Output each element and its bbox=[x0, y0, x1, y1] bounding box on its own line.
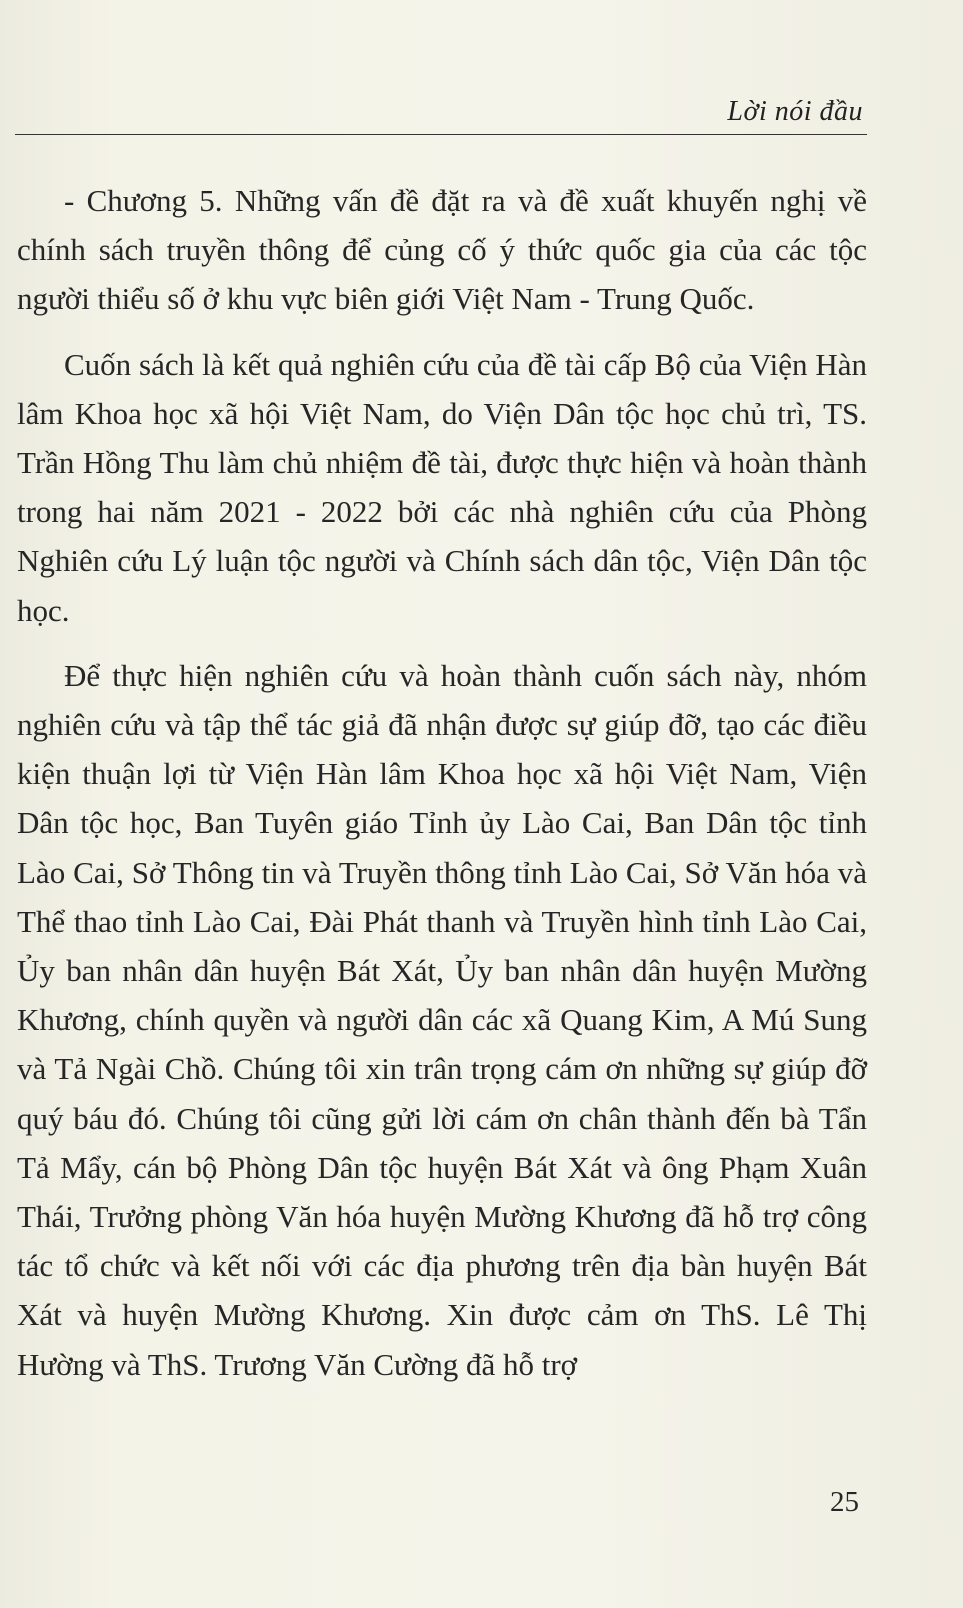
body-text bbox=[17, 176, 867, 1389]
paragraph-chapter-5: - Chương 5. Những vấn đề đặt ra và đề xuất khuyến nghị về chính sách truyền thông để củng cố ý thức quốc gia của các tộc người thiểu số ở khu vực biên giới Việt Nam - Trung Quốc. bbox=[17, 183, 867, 317]
paragraph-acknowledgements: Để thực hiện nghiên cứu và hoàn thành cuốn sách này, nhóm nghiên cứu và tập thể tác giả đã nhận được sự giúp đỡ, tạo các điều kiện thuận lợi từ Viện Hàn lâm Khoa học xã hội Việt Nam, Viện Dân tộc học, Ban Tuyên giáo Tỉnh ủy Lào Cai, Ban Dân tộc tỉnh Lào Cai, Sở Thông tin và Truyền thông tỉnh Lào Cai, Sở Văn hóa và Thể thao tỉnh Lào Cai, Đài Phát thanh và Truyền hình tỉnh Lào Cai, Ủy ban nhân dân huyện Bát Xát, Ủy ban nhân dân huyện Mường Khương, chính quyền và người dân các xã Quang Kim, A Mú Sung và Tả Ngài Chồ. Chúng tôi xin trân trọng cám ơn những sự giúp đỡ quý báu đó. Chúng tôi cũng gửi lời cám ơn chân thành đến bà Tẩn Tả Mẩy, cán bộ Phòng Dân tộc huyện Bát Xát và ông Phạm Xuân Thái, Trưởng phòng Văn hóa huyện Mường Khương đã hỗ trợ công tác tổ chức và kết nối với các địa phương trên địa bàn huyện Bát Xát và huyện Mường Khương. Xin được cảm ơn ThS. Lê Thị Hường và ThS. Trương Văn Cường đã hỗ trợ bbox=[17, 657, 867, 1382]
header-rule bbox=[15, 134, 867, 135]
paragraph-research-origin: Cuốn sách là kết quả nghiên cứu của đề tài cấp Bộ của Viện Hàn lâm Khoa học xã hội Việt Nam, do Viện Dân tộc học chủ trì, TS. Trần Hồng Thu làm chủ nhiệm đề tài, được thực hiện và hoàn thành trong hai năm 2021 - 2022 bởi các nhà nghiên cứu của Phòng Nghiên cứu Lý luận tộc người và Chính sách dân tộc, Viện Dân tộc học. bbox=[17, 346, 867, 628]
running-header-title: Lời nói đầu bbox=[727, 96, 863, 127]
page-number: 25 bbox=[830, 1486, 859, 1518]
